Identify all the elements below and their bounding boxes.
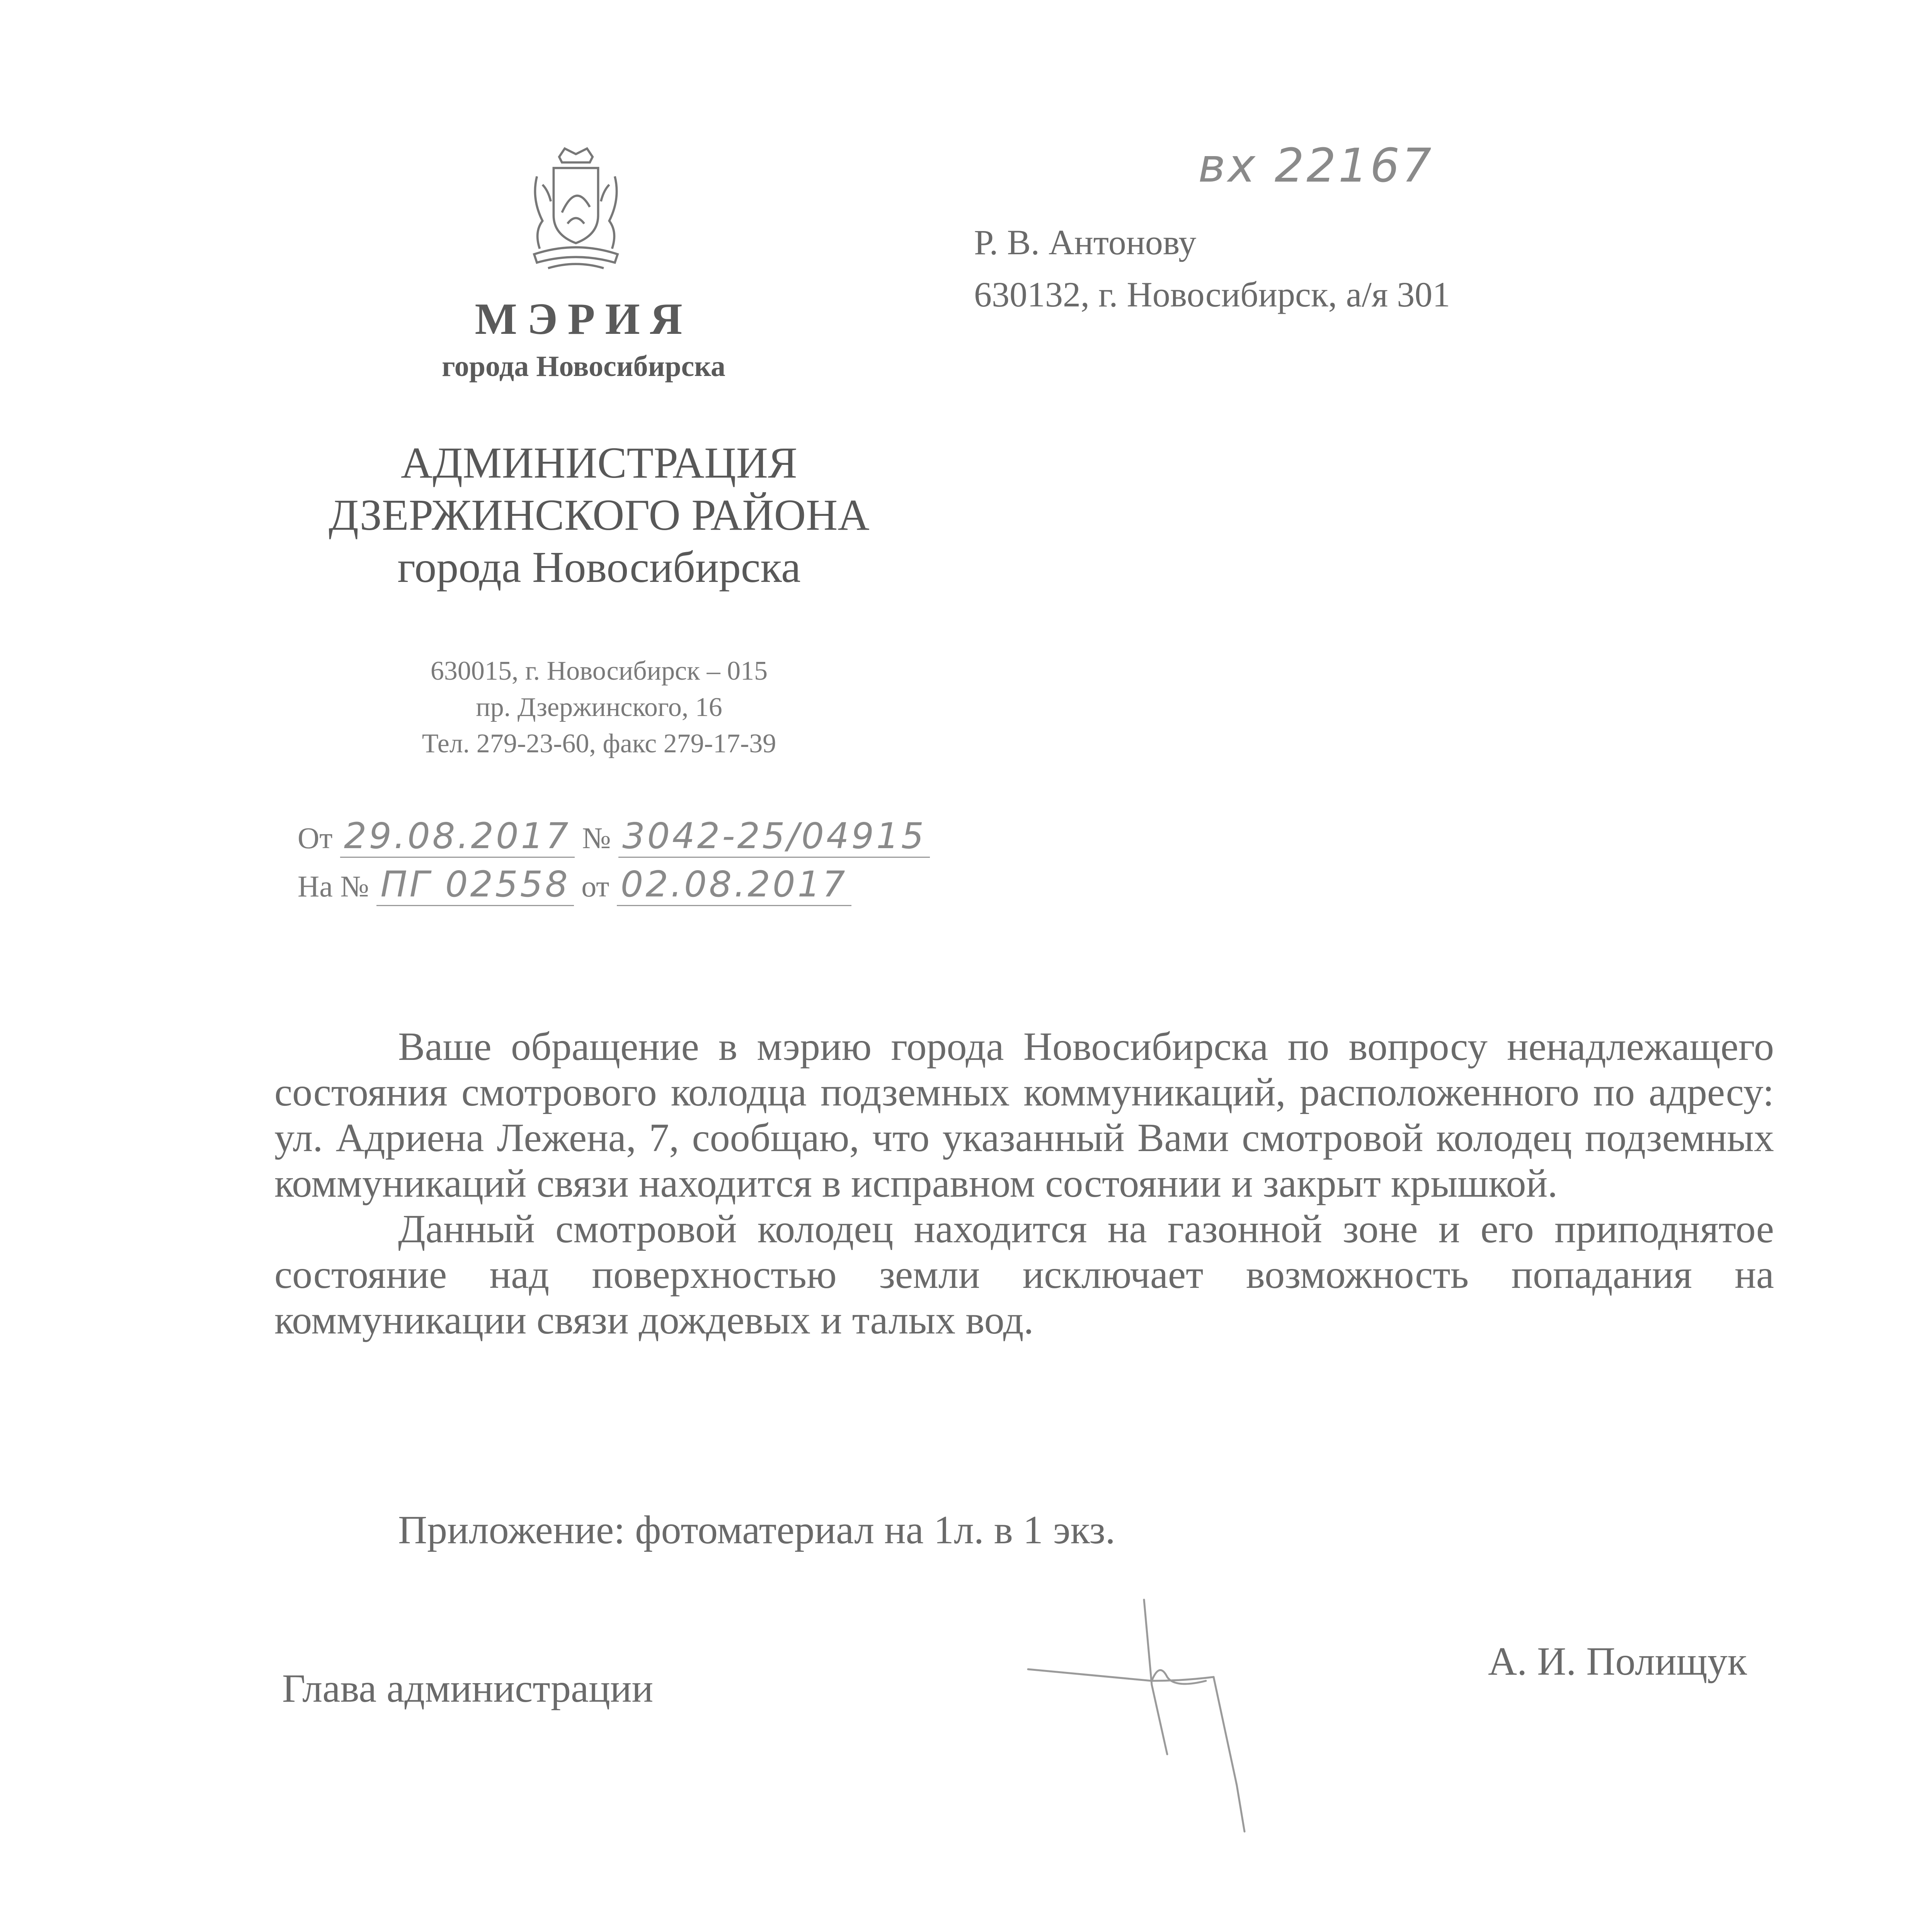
- registration-line-outgoing: [298, 815, 930, 858]
- signatory-name: А. И. Полищук: [1488, 1639, 1747, 1684]
- sender-address: [348, 653, 850, 762]
- administration-block: [271, 437, 928, 593]
- ref-from-label: от: [581, 869, 609, 903]
- recipient-address: 630132, г. Новосибирск, а/я 301: [974, 275, 1451, 314]
- meria-title: МЭРИЯ: [475, 294, 693, 344]
- outgoing-number: 3042-25/04915: [618, 815, 930, 858]
- from-date: 29.08.2017: [340, 815, 575, 858]
- handwritten-signature: [1013, 1584, 1322, 1839]
- signatory-title: Глава администрации: [282, 1666, 654, 1711]
- admin-line-1: АДМИНИСТРАЦИЯ: [401, 438, 797, 487]
- number-label: №: [582, 821, 611, 855]
- ref-label: На №: [298, 869, 369, 903]
- incoming-mark: вх 22167: [1198, 139, 1434, 193]
- address-line-3: Тел. 279-23-60, факс 279-17-39: [422, 729, 776, 759]
- admin-line-2: ДЗЕРЖИНСКОГО РАЙОНА: [329, 490, 870, 539]
- address-line-1: 630015, г. Новосибирск – 015: [430, 656, 768, 686]
- meria-subtitle: города Новосибирска: [442, 350, 725, 383]
- recipient-block: [974, 216, 1450, 321]
- from-label: От: [298, 821, 333, 855]
- letter-body: [274, 1024, 1774, 1343]
- city-coat-of-arms-icon: [506, 143, 645, 282]
- body-paragraph-1: Ваше обращение в мэрию города Новосибирска по вопросу ненадлежащего состояния смотрового колодца подземных коммуникаций, расположенного по адресу: ул. Адриена Лежена, 7, сообщаю, что указанный Вами смотровой колодец подземных коммуникаций связи находится в исправном состоянии и закрыт крышкой.: [274, 1024, 1774, 1206]
- ref-number: ПГ 02558: [376, 864, 574, 906]
- recipient-name: Р. В. Антонову: [974, 223, 1197, 262]
- registration-line-reference: [298, 864, 851, 906]
- ref-date: 02.08.2017: [617, 864, 851, 906]
- admin-line-3: города Новосибирска: [397, 543, 801, 592]
- address-line-2: пр. Дзержинского, 16: [476, 692, 722, 722]
- body-paragraph-2: Данный смотровой колодец находится на газонной зоне и его приподнятое состояние над поверхностью земли исключает возможность попадания на коммуникации связи дождевых и талых вод.: [274, 1207, 1774, 1342]
- attachment-note: Приложение: фотоматериал на 1л. в 1 экз.: [398, 1508, 1115, 1552]
